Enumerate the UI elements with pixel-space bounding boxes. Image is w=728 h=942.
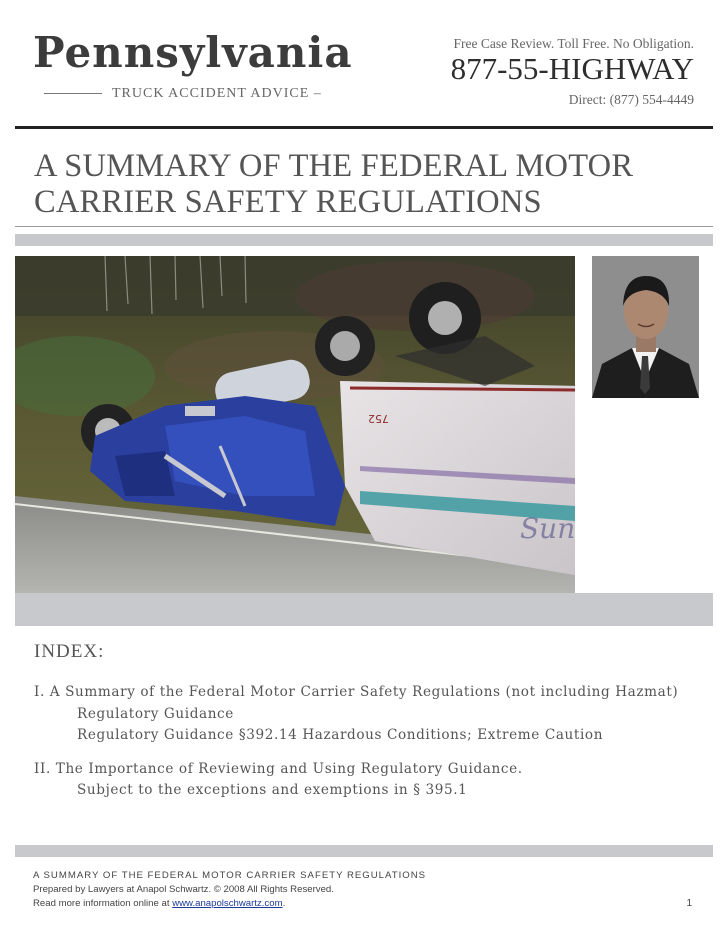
brand-logo: Pennsylvania	[33, 28, 353, 77]
index-item: I. A Summary of the Federal Motor Carrier Safety Regulations (not including Hazmat)	[34, 684, 679, 700]
direct-phone: Direct: (877) 554-4449	[568, 92, 694, 107]
title-band	[15, 234, 713, 246]
website-link[interactable]: www.anapolschwartz.com	[172, 898, 283, 909]
page-title: A SUMMARY OF THE FEDERAL MOTOR CARRIER SAFETY REGULATIONS	[34, 148, 634, 220]
footer-period: .	[282, 898, 286, 909]
index-subitem: Regulatory Guidance	[77, 706, 234, 722]
index-subitem: Regulatory Guidance §392.14 Hazardous Conditions; Extreme Caution	[77, 727, 604, 743]
footer-more-info-text: Read more information online at	[33, 898, 173, 909]
brand-subtitle-text: TRUCK ACCIDENT ADVICE –	[112, 86, 322, 101]
footer-title: A SUMMARY OF THE FEDERAL MOTOR CARRIER SAFETY REGULATIONS	[33, 870, 427, 881]
subtitle-rule	[44, 93, 102, 94]
attorney-bio: Mr. Ronca is a truck accident attorney with over 20 years of legal experience. He has twice been named a Pennsylvania Super Lawyer .	[593, 407, 700, 550]
index-heading: INDEX:	[34, 641, 105, 662]
attorney-portrait	[592, 256, 699, 398]
trailer-number: 752	[368, 412, 389, 425]
footer-copyright: Prepared by Lawyers at Anapol Schwartz. © 2008 All Rights Reserved.	[33, 884, 334, 895]
index-subitem: Subject to the exceptions and exemptions in § 395.1	[77, 782, 468, 798]
svg-text:Sun: Sun	[520, 512, 575, 545]
truck-crash-photo	[15, 256, 575, 593]
title-divider	[15, 226, 713, 227]
footer-more-info	[33, 898, 285, 909]
page-number: 1	[686, 898, 692, 909]
footer-band	[15, 845, 713, 857]
brand-subtitle	[44, 86, 322, 102]
truck-crash-illustration	[15, 256, 575, 593]
separator-band	[15, 593, 713, 626]
header-divider	[15, 126, 713, 129]
attorney-portrait-illustration	[592, 256, 699, 398]
phone-number: 877-55-HIGHWAY	[450, 51, 694, 86]
tagline: Free Case Review. Toll Free. No Obligation.	[453, 36, 694, 51]
index-item: II. The Importance of Reviewing and Using Regulatory Guidance.	[34, 761, 523, 777]
